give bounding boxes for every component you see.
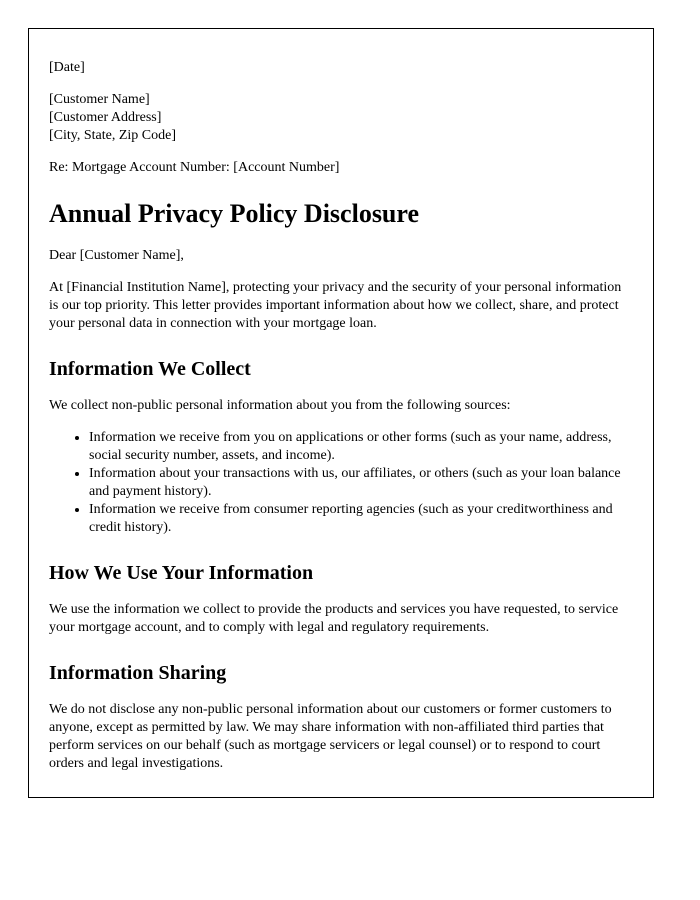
salutation: Dear [Customer Name],	[49, 248, 184, 263]
list-item: • Information about your transactions with us, our affiliates, or others (such as your loan balance and payment history).	[89, 465, 633, 501]
intro-paragraph: At [Financial Institution Name], protecting your privacy and the security of your personal information is our top priority. This letter provides important information about how we collect, share, and protect your personal data in connection with your mortgage loan.	[49, 280, 622, 331]
section-heading-information-we-collect: Information We Collect	[49, 358, 251, 380]
section-body-information-we-collect: We collect non-public personal information about you from the following sources:	[49, 398, 511, 413]
letter-title: Annual Privacy Policy Disclosure	[49, 199, 420, 228]
section-body-information-sharing: We do not disclose any non-public personal information about our customers or former customers to anyone, except as permitted by law. We may share information with non-affiliated third parties that perform services on our behalf (such as mortgage servicers or legal counsel) or to respond to court orders and legal investigations.	[49, 702, 612, 771]
recipient-address-block	[49, 91, 633, 145]
list-item: • Information we receive from you on applications or other forms (such as your name, address, social security number, assets, and income).	[89, 429, 633, 465]
customer-name-line: [Customer Name]	[49, 92, 150, 107]
letter-page	[28, 28, 654, 798]
section-body-how-we-use-your-information: We use the information we collect to provide the products and services you have requested, to service your mortgage account, and to comply with legal and regulatory requirements.	[49, 602, 619, 635]
section-heading-how-we-use-your-information: How We Use Your Information	[49, 562, 314, 584]
re-line: Re: Mortgage Account Number: [Account Number]	[49, 160, 340, 175]
customer-address-line: [Customer Address]	[49, 110, 162, 125]
section-heading-information-sharing: Information Sharing	[49, 662, 227, 684]
information-sources-list	[49, 429, 633, 537]
list-item: • Information we receive from consumer reporting agencies (such as your creditworthiness and credit history).	[89, 501, 633, 537]
city-state-zip-line: [City, State, Zip Code]	[49, 128, 177, 143]
date-placeholder: [Date]	[49, 60, 85, 75]
